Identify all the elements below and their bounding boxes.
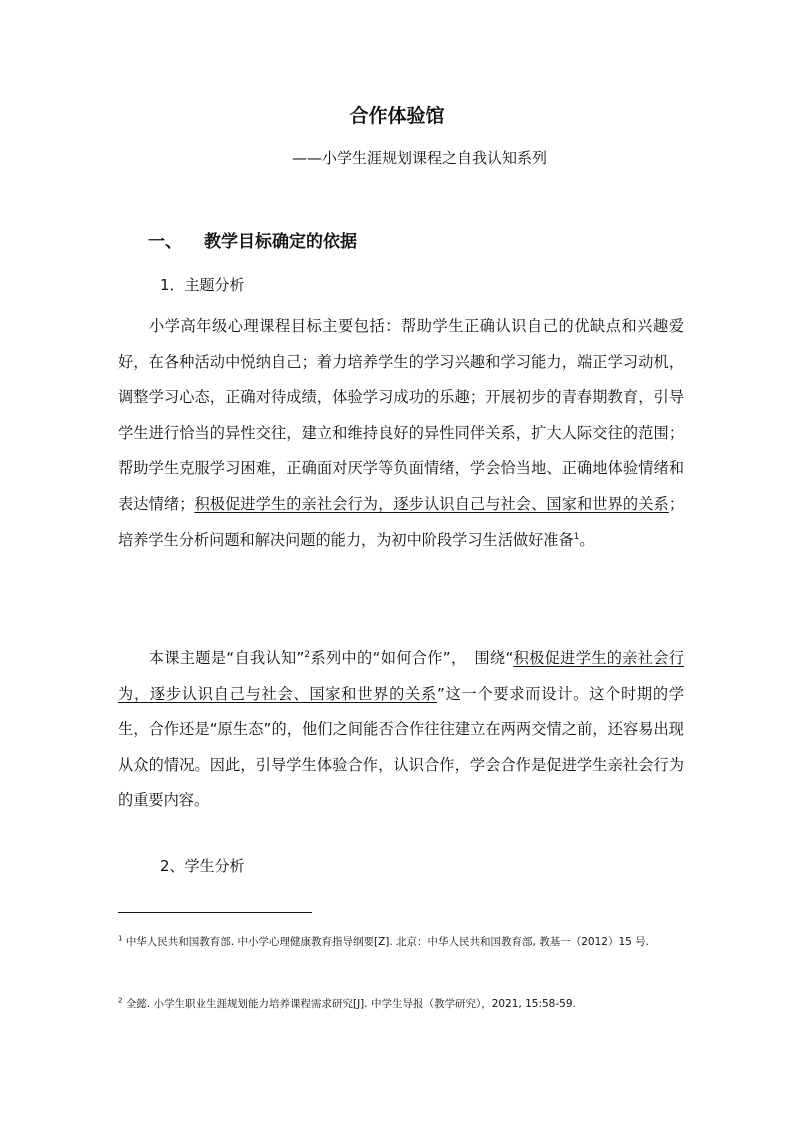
footnote-marker: 2 [118, 996, 123, 1005]
section-heading [148, 228, 357, 256]
footnote-2 [118, 990, 684, 1019]
paragraph-text: 系列中的“如何合作”， 围绕“ [310, 649, 514, 667]
document-subtitle: ——小学生涯规划课程之自我认知系列 [291, 149, 547, 167]
subsection-heading-student-analysis: 2、学生分析 [160, 857, 245, 875]
paragraph-text: ；培养学生分析问题和解决问题的能力，为初中阶段学习生活做好准备 [118, 494, 685, 549]
footnote-marker: 1 [118, 934, 123, 943]
section-number: 一、 [148, 232, 182, 252]
paragraph-text: 本课主题是“自我认知” [148, 649, 305, 667]
paragraph-text: 小学高年级心理课程目标主要包括：帮助学生正确认识自己的优缺点和兴趣爱好，在各种活动中悦纳自己；着力培养学生的学习兴趣和学习能力，端正学习动机，调整学习心态，正确对待成绩，体验学习成功的乐趣；开展初步的青春期教育，引导学生进行恰当的异性交往，建立和维持良好的异性同伴关系，扩大人际交往的范围；帮助学生克服学习困难，正确面对厌学等负面情绪，学会恰当地、正确地体验情绪和表达情绪； [118, 317, 684, 513]
footnote-1 [118, 928, 684, 957]
paragraph-text: 。 [579, 530, 595, 549]
section-title: 教学目标确定的依据 [204, 232, 357, 252]
underlined-text: 积极促进学生的亲社会行为，逐步认识自己与社会、国家和世界的关系 [194, 494, 669, 513]
footnote-text: 中华人民共和国教育部. 中小学心理健康教育指导纲要[Z]. 北京：中华人民共和国教育部, 教基一（2012）15 号. [125, 936, 649, 948]
paragraph-text: ”这一个要求而设计。这个时期的学生，合作还是“原生态”的，他们之间能否合作往往建立在两两交情之前，还容易出现从众的情况。因此，引导学生体验合作，认识合作，学会合作是促进学生亲社会行为的重要内容。 [118, 684, 685, 810]
footnote-reference[interactable]: 1 [573, 531, 580, 542]
document-title: 合作体验馆 [349, 105, 445, 127]
underlined-text: 积极促进学生的亲社会行为，逐步认识自己与社会、国家和世界的关系 [118, 649, 684, 703]
subsection-heading-topic-analysis: 1．主题分析 [160, 276, 245, 294]
footnote-separator [118, 912, 312, 913]
footnote-text: 全懿. 小学生职业生涯规划能力培养课程需求研究[J]. 中学生导报（教学研究），2021, 15:58-59. [125, 998, 576, 1010]
footnote-reference[interactable]: 2 [304, 649, 311, 660]
paragraph-theme [118, 641, 684, 819]
paragraph-topic-analysis [118, 309, 684, 558]
